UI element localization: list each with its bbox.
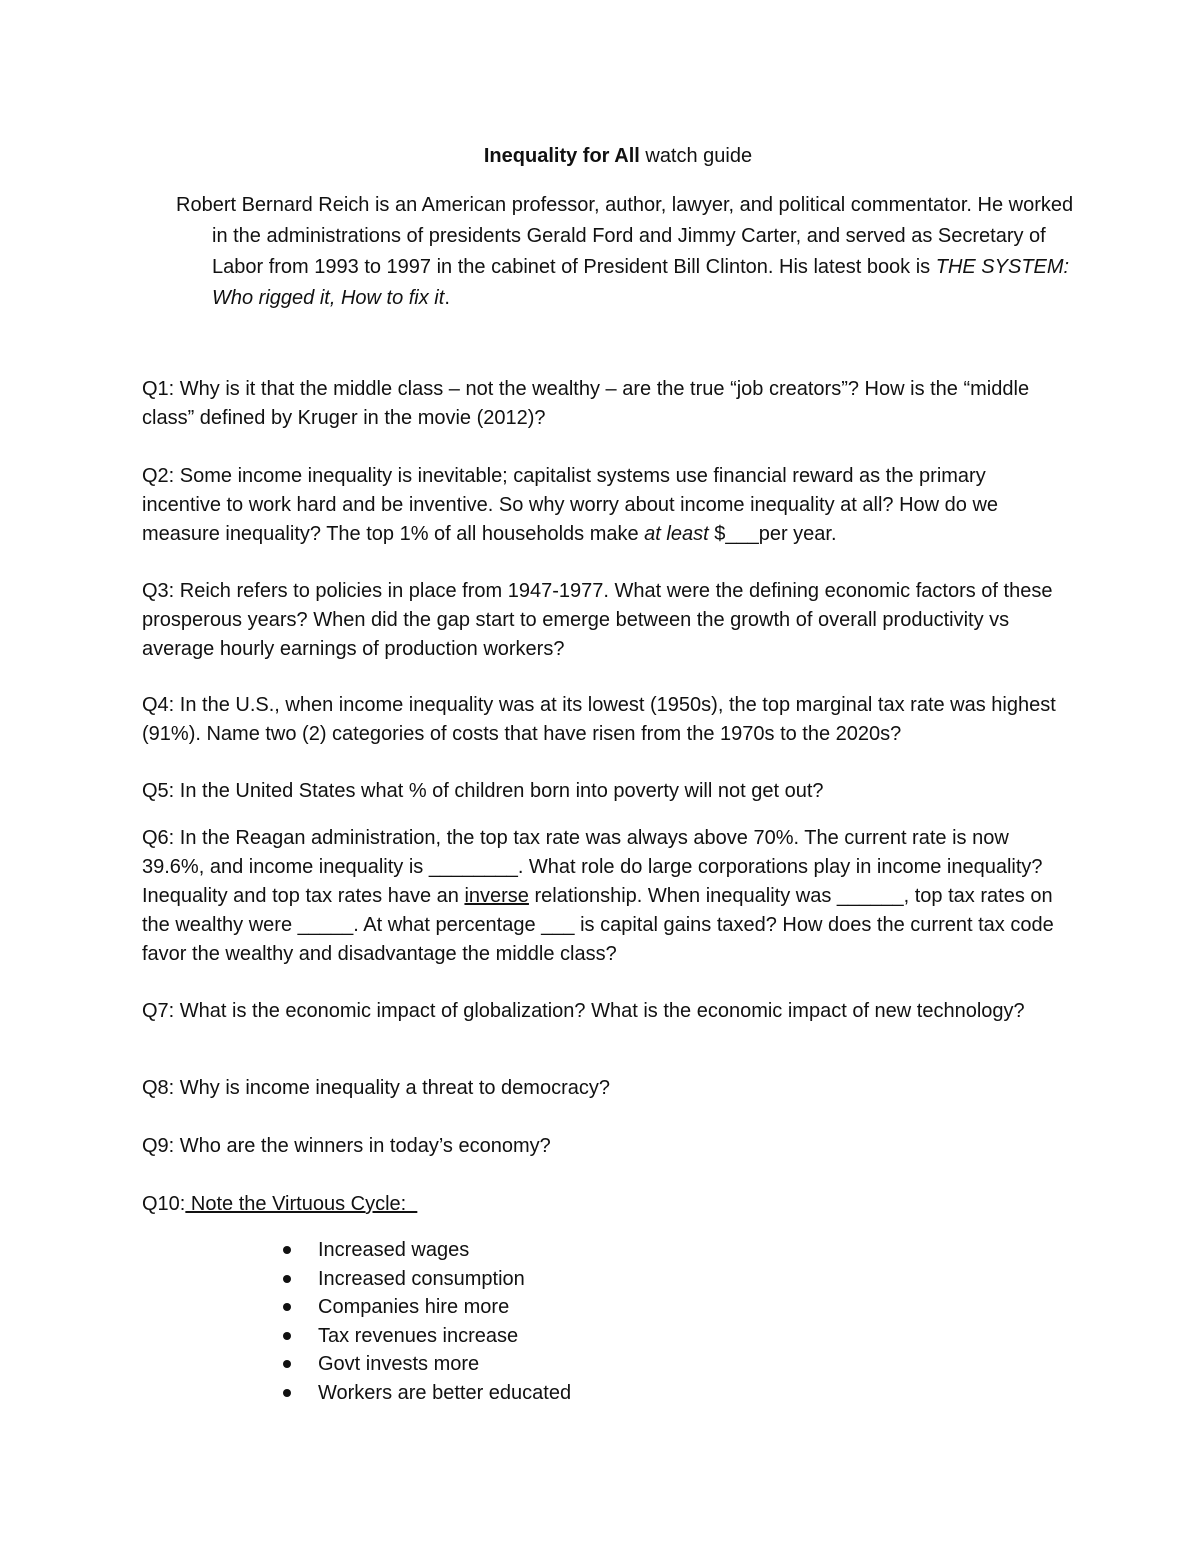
list-item-label: Companies hire more bbox=[318, 1296, 510, 1318]
question-8: Q8: Why is income inequality a threat to democracy? bbox=[142, 1077, 610, 1099]
book-title: THE SYSTEM: Who rigged it, How to fix it bbox=[212, 256, 1070, 309]
list-item-label: Increased wages bbox=[318, 1239, 470, 1261]
list-item bbox=[278, 1322, 571, 1351]
intro-end: . bbox=[444, 287, 450, 309]
q2-italic: at least bbox=[644, 523, 709, 545]
list-item bbox=[278, 1265, 571, 1294]
intro-paragraph bbox=[176, 190, 1092, 314]
q6-blank-1: ______ bbox=[836, 885, 904, 907]
question-7: Q7: What is the economic impact of globalization? What is the economic impact of new technology? bbox=[142, 1000, 1025, 1022]
bullet-icon bbox=[283, 1360, 291, 1368]
bullet-icon bbox=[283, 1303, 291, 1311]
question-9: Q9: Who are the winners in today’s economy? bbox=[142, 1135, 551, 1157]
question-5: Q5: In the United States what % of children born into poverty will not get out? bbox=[142, 780, 824, 802]
q6-underlined: inverse bbox=[464, 885, 529, 907]
question-10 bbox=[142, 1190, 1067, 1219]
list-item bbox=[278, 1350, 571, 1379]
list-item bbox=[278, 1236, 571, 1265]
bullet-icon bbox=[283, 1332, 291, 1340]
q10-underlined: Note the Virtuous Cycle: bbox=[185, 1193, 418, 1215]
list-item bbox=[278, 1293, 571, 1322]
q2-text: Q2: Some income inequality is inevitable; capitalist systems use financial reward as the primary incentive to work hard and be inventive. So why worry about income inequality at all? How do we measure inequality? The top 1% of all households make bbox=[142, 465, 999, 545]
intro-text: Robert Bernard Reich is an American professor, author, lawyer, and political commentator. He worked in the administrations of presidents Gerald Ford and Jimmy Carter, and served as Secretary of Labor from 1993 to 1997 in the cabinet of President Bill Clinton. His latest book is bbox=[176, 194, 1074, 278]
q6-blank-2: _____ bbox=[297, 914, 354, 936]
list-item-label: Tax revenues increase bbox=[318, 1324, 519, 1347]
q6-text-4: . At what percentage ___ is capital gains taxed? How does the current tax code favor the wealthy and disadvantage the middle class? bbox=[142, 914, 1054, 965]
question-3: Q3: Reich refers to policies in place from 1947-1977. What were the defining economic factors of these prosperous years? When did the gap start to emerge between the growth of overall productivity vs average hourly earnings of production workers? bbox=[142, 580, 1053, 660]
question-1: Q1: Why is it that the middle class – not the wealthy – are the true “job creators”? How is the “middle class” defined by Kruger in the movie (2012)? bbox=[142, 378, 1030, 429]
list-item bbox=[278, 1379, 571, 1408]
q10-label: Q10: bbox=[142, 1193, 186, 1215]
virtuous-cycle-list bbox=[278, 1236, 571, 1407]
list-item-label: Govt invests more bbox=[318, 1353, 480, 1375]
title-bold: Inequality for All bbox=[483, 145, 640, 167]
q2-dollar: $ bbox=[708, 523, 726, 545]
document-title bbox=[0, 143, 1200, 169]
list-item-label: Increased consumption bbox=[318, 1267, 525, 1290]
q2-blank: ___ bbox=[725, 523, 759, 545]
question-4: Q4: In the U.S., when income inequality was at its lowest (1950s), the top marginal tax rate was highest (91%). Name two (2) categories of costs that have risen from the 1970s to the 2020s? bbox=[142, 694, 1056, 745]
q2-end: per year. bbox=[758, 523, 837, 545]
bullet-icon bbox=[283, 1275, 291, 1283]
bullet-icon bbox=[283, 1389, 291, 1397]
q6-text: Q6: In the Reagan administration, the top tax rate was always above 70%. The current rate is now 39.6%, and income inequality is ________. What role do large corporations play in income inequality? Inequality and top tax rates have an bbox=[142, 827, 1043, 907]
question-2 bbox=[142, 462, 1067, 549]
bullet-icon bbox=[283, 1246, 291, 1254]
list-item-label: Workers are better educated bbox=[318, 1381, 572, 1404]
q6-text-2: relationship. When inequality was bbox=[528, 885, 837, 907]
q6-text-3: , top tax rates on the wealthy were bbox=[142, 885, 1053, 936]
title-rest: watch guide bbox=[639, 145, 753, 167]
question-6 bbox=[142, 824, 1067, 969]
